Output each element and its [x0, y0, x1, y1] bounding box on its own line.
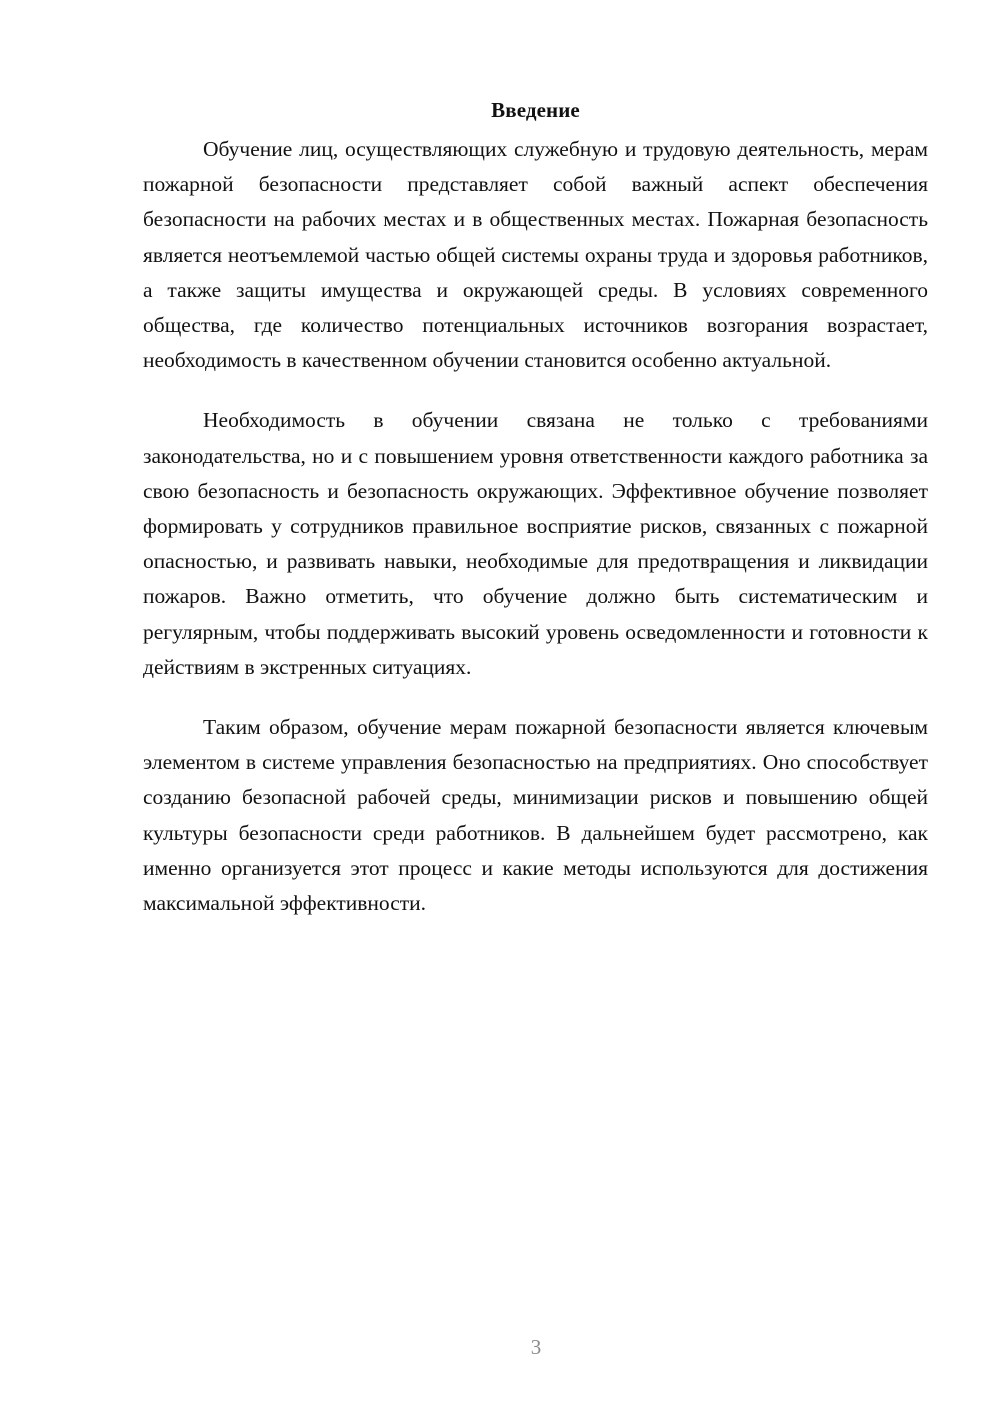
- page-number: 3: [530, 1335, 542, 1359]
- page-body: [143, 96, 928, 921]
- paragraph-2: Необходимость в обучении связана не только с требованиями законодательства, но и с повышением уровня ответственности каждого работника за свою безопасность и безопасность окружающих. Эффективное обучение позволяет формировать у сотрудников правильное восприятие рисков, связанных с пожарной опасностью, и развивать навыки, необходимые для предотвращения и ликвидации пожаров. Важно отметить, что обучение должно быть систематическим и регулярным, чтобы поддерживать высокий уровень осведомленности и готовности к действиям в экстренных ситуациях.: [143, 408, 928, 679]
- paragraph-1: Обучение лиц, осуществляющих служебную и трудовую деятельность, мерам пожарной безопасности представляет собой важный аспект обеспечения безопасности на рабочих местах и в общественных местах. Пожарная безопасность является неотъемлемой частью общей системы охраны труда и здоровья работников, а также защиты имущества и окружающей среды. В условиях современного общества, где количество потенциальных источников возгорания возрастает, необходимость в качественном обучении становится особенно актуальной.: [143, 137, 928, 373]
- page-title: Введение: [491, 98, 580, 122]
- paragraph-3: Таким образом, обучение мерам пожарной безопасности является ключевым элементом в системе управления безопасностью на предприятиях. Оно способствует созданию безопасной рабочей среды, минимизации рисков и повышению общей культуры безопасности среди работников. В дальнейшем будет рассмотрено, как именно организуется этот процесс и какие методы используются для достижения максимальной эффективности.: [143, 715, 928, 916]
